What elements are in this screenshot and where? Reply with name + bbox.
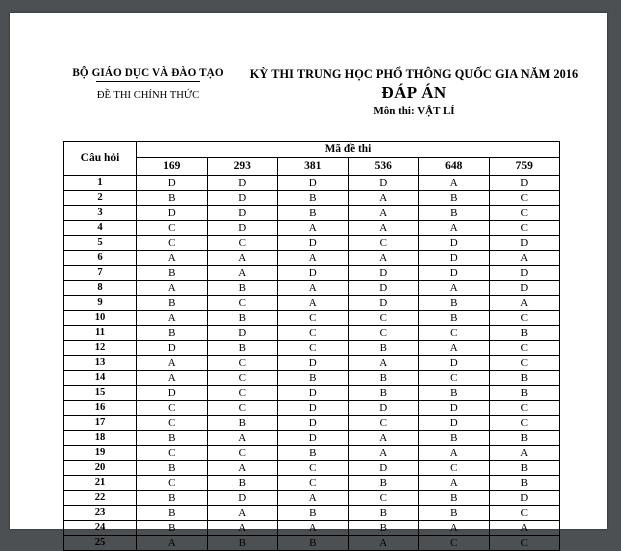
- answer-cell: D: [489, 266, 560, 281]
- answer-cell: C: [207, 296, 278, 311]
- answer-cell: C: [348, 491, 419, 506]
- table-row: [64, 266, 560, 281]
- answer-cell: B: [489, 371, 560, 386]
- answer-cell: D: [419, 236, 490, 251]
- answer-cell: C: [348, 311, 419, 326]
- answer-cell: D: [348, 176, 419, 191]
- answer-cell: A: [348, 206, 419, 221]
- question-number: 21: [64, 476, 137, 491]
- answer-cell: A: [419, 476, 490, 491]
- table-row: [64, 476, 560, 491]
- answer-cell: C: [207, 401, 278, 416]
- question-number: 14: [64, 371, 137, 386]
- answer-cell: A: [207, 251, 278, 266]
- answer-cell: C: [278, 311, 349, 326]
- answer-cell: C: [489, 356, 560, 371]
- answer-cell: B: [348, 371, 419, 386]
- answer-cell: B: [207, 476, 278, 491]
- answer-cell: A: [348, 221, 419, 236]
- answer-cell: A: [207, 431, 278, 446]
- answer-cell: D: [137, 386, 208, 401]
- column-header-exam-code: 293: [207, 158, 278, 176]
- table-header-row-codes: [64, 158, 560, 176]
- official-exam-label: ĐỀ THI CHÍNH THỨC: [96, 90, 200, 101]
- answer-cell: C: [348, 416, 419, 431]
- answer-cell: B: [137, 191, 208, 206]
- table-row: [64, 296, 560, 311]
- question-number: 3: [64, 206, 137, 221]
- answer-cell: B: [489, 461, 560, 476]
- answer-cell: C: [207, 236, 278, 251]
- answer-cell: C: [489, 221, 560, 236]
- question-number: 15: [64, 386, 137, 401]
- table-row: [64, 251, 560, 266]
- answer-cell: D: [278, 431, 349, 446]
- answer-cell: C: [207, 386, 278, 401]
- answer-cell: A: [348, 356, 419, 371]
- answer-cell: A: [348, 536, 419, 551]
- column-header-exam-code: 381: [278, 158, 349, 176]
- answer-cell: C: [489, 191, 560, 206]
- table-row: [64, 371, 560, 386]
- column-header-exam-code: 169: [137, 158, 208, 176]
- answer-cell: A: [489, 251, 560, 266]
- question-number: 5: [64, 236, 137, 251]
- answer-cell: B: [489, 476, 560, 491]
- answer-cell: C: [348, 236, 419, 251]
- answer-cell: A: [137, 281, 208, 296]
- table-row: [64, 176, 560, 191]
- answer-cell: B: [489, 386, 560, 401]
- answer-cell: B: [419, 431, 490, 446]
- answer-cell: A: [137, 251, 208, 266]
- answer-cell: D: [137, 176, 208, 191]
- answer-cell: B: [489, 431, 560, 446]
- answer-cell: A: [348, 431, 419, 446]
- table-row: [64, 416, 560, 431]
- answer-cell: C: [137, 476, 208, 491]
- answer-cell: B: [348, 506, 419, 521]
- table-body: [64, 176, 560, 551]
- answer-cell: C: [137, 236, 208, 251]
- question-number: 25: [64, 536, 137, 551]
- answer-cell: C: [137, 446, 208, 461]
- question-number: 12: [64, 341, 137, 356]
- exam-title: KỲ THI TRUNG HỌC PHỔ THÔNG QUỐC GIA NĂM 2016: [249, 67, 579, 81]
- answer-cell: D: [348, 296, 419, 311]
- answer-cell: D: [207, 191, 278, 206]
- table-row: [64, 461, 560, 476]
- answer-cell: D: [207, 326, 278, 341]
- answer-cell: A: [489, 446, 560, 461]
- answer-cell: C: [489, 401, 560, 416]
- answer-cell: C: [489, 206, 560, 221]
- answer-cell: B: [278, 536, 349, 551]
- table-row: [64, 311, 560, 326]
- answer-cell: B: [207, 341, 278, 356]
- answer-cell: B: [137, 296, 208, 311]
- answer-cell: A: [207, 266, 278, 281]
- table-row: [64, 221, 560, 236]
- subject-label: Môn thi: VẬT LÍ: [373, 105, 455, 117]
- answer-cell: B: [207, 416, 278, 431]
- answer-cell: A: [278, 521, 349, 536]
- answer-cell: A: [278, 251, 349, 266]
- answer-cell: B: [278, 206, 349, 221]
- answer-cell: A: [419, 341, 490, 356]
- table-row: [64, 431, 560, 446]
- answer-cell: C: [419, 536, 490, 551]
- answer-cell: D: [278, 236, 349, 251]
- answer-cell: A: [207, 506, 278, 521]
- column-header-exam-code: 759: [489, 158, 560, 176]
- answer-cell: A: [137, 311, 208, 326]
- answer-cell: B: [137, 431, 208, 446]
- question-number: 10: [64, 311, 137, 326]
- answer-cell: B: [207, 311, 278, 326]
- question-number: 4: [64, 221, 137, 236]
- answer-cell: A: [419, 176, 490, 191]
- answer-cell: D: [278, 356, 349, 371]
- question-number: 19: [64, 446, 137, 461]
- answer-cell: B: [348, 341, 419, 356]
- answer-cell: A: [207, 521, 278, 536]
- column-header-exam-code: 536: [348, 158, 419, 176]
- table-row: [64, 356, 560, 371]
- answer-cell: A: [419, 521, 490, 536]
- table-row: [64, 206, 560, 221]
- question-number: 2: [64, 191, 137, 206]
- answer-cell: A: [278, 491, 349, 506]
- answer-cell: C: [207, 371, 278, 386]
- answer-cell: C: [278, 341, 349, 356]
- answer-cell: A: [137, 371, 208, 386]
- answer-cell: B: [419, 191, 490, 206]
- ministry-underline: [96, 81, 200, 82]
- column-header-exam-code-group: Mã đề thi: [137, 142, 560, 158]
- answer-cell: D: [137, 206, 208, 221]
- answer-cell: B: [137, 326, 208, 341]
- question-number: 6: [64, 251, 137, 266]
- answer-cell: A: [419, 281, 490, 296]
- answer-cell: A: [278, 221, 349, 236]
- answer-cell: B: [207, 281, 278, 296]
- answer-cell: C: [489, 506, 560, 521]
- answer-cell: B: [137, 266, 208, 281]
- answer-cell: D: [278, 416, 349, 431]
- answer-cell: C: [419, 326, 490, 341]
- answer-cell: B: [419, 506, 490, 521]
- answer-key-table: [63, 141, 560, 551]
- table-row: [64, 401, 560, 416]
- question-number: 20: [64, 461, 137, 476]
- answer-cell: D: [419, 401, 490, 416]
- question-number: 22: [64, 491, 137, 506]
- table-row: [64, 191, 560, 206]
- answer-cell: C: [278, 461, 349, 476]
- question-number: 23: [64, 506, 137, 521]
- answer-cell: C: [489, 536, 560, 551]
- answer-cell: B: [278, 446, 349, 461]
- answer-cell: C: [278, 326, 349, 341]
- answer-cell: B: [137, 521, 208, 536]
- document-page: [10, 13, 607, 549]
- answer-cell: B: [348, 386, 419, 401]
- answer-cell: C: [489, 416, 560, 431]
- table-row: [64, 506, 560, 521]
- answer-cell: D: [489, 176, 560, 191]
- answer-cell: D: [348, 401, 419, 416]
- answer-cell: D: [278, 401, 349, 416]
- answer-cell: D: [419, 266, 490, 281]
- answer-cell: B: [278, 191, 349, 206]
- table-header-row-group: [64, 142, 560, 158]
- answer-cell: C: [489, 311, 560, 326]
- answer-cell: D: [348, 461, 419, 476]
- table-row: [64, 491, 560, 506]
- answer-cell: C: [278, 476, 349, 491]
- question-number: 13: [64, 356, 137, 371]
- answer-cell: A: [419, 221, 490, 236]
- answer-cell: B: [278, 371, 349, 386]
- answer-cell: A: [489, 521, 560, 536]
- answer-cell: B: [137, 506, 208, 521]
- answer-cell: D: [207, 206, 278, 221]
- answer-cell: D: [419, 251, 490, 266]
- answer-cell: D: [207, 221, 278, 236]
- answer-cell: D: [348, 266, 419, 281]
- answer-cell: B: [348, 521, 419, 536]
- question-number: 16: [64, 401, 137, 416]
- question-number: 1: [64, 176, 137, 191]
- answer-key-title: ĐÁP ÁN: [381, 83, 447, 102]
- answer-cell: B: [419, 311, 490, 326]
- answer-cell: A: [348, 191, 419, 206]
- answer-cell: A: [348, 251, 419, 266]
- answer-cell: D: [489, 236, 560, 251]
- answer-cell: A: [348, 446, 419, 461]
- question-number: 8: [64, 281, 137, 296]
- answer-cell: C: [348, 326, 419, 341]
- answer-cell: D: [278, 386, 349, 401]
- answer-cell: B: [278, 506, 349, 521]
- answer-cell: D: [207, 491, 278, 506]
- answer-cell: D: [207, 176, 278, 191]
- answer-cell: C: [207, 356, 278, 371]
- column-header-question: Câu hỏi: [64, 142, 137, 176]
- answer-cell: B: [419, 386, 490, 401]
- answer-cell: A: [207, 461, 278, 476]
- answer-cell: B: [207, 536, 278, 551]
- table-row: [64, 521, 560, 536]
- answer-cell: D: [489, 281, 560, 296]
- answer-cell: C: [207, 446, 278, 461]
- answer-cell: A: [137, 356, 208, 371]
- answer-cell: D: [137, 341, 208, 356]
- question-number: 24: [64, 521, 137, 536]
- column-header-exam-code: 648: [419, 158, 490, 176]
- ministry-name: BỘ GIÁO DỤC VÀ ĐÀO TẠO: [72, 67, 224, 79]
- answer-cell: C: [419, 461, 490, 476]
- answer-cell: A: [419, 446, 490, 461]
- answer-cell: C: [489, 341, 560, 356]
- answer-cell: C: [137, 401, 208, 416]
- answer-cell: B: [419, 491, 490, 506]
- ministry-block: [48, 67, 248, 101]
- answer-cell: A: [278, 281, 349, 296]
- answer-cell: D: [348, 281, 419, 296]
- question-number: 17: [64, 416, 137, 431]
- answer-cell: D: [278, 266, 349, 281]
- table-row: [64, 281, 560, 296]
- answer-cell: B: [137, 491, 208, 506]
- table-row: [64, 236, 560, 251]
- answer-cell: B: [137, 461, 208, 476]
- answer-cell: D: [489, 491, 560, 506]
- answer-cell: A: [489, 296, 560, 311]
- document-header: [10, 13, 607, 135]
- question-number: 7: [64, 266, 137, 281]
- table-row: [64, 446, 560, 461]
- answer-cell: D: [419, 356, 490, 371]
- answer-cell: C: [137, 416, 208, 431]
- question-number: 18: [64, 431, 137, 446]
- exam-title-block: [238, 67, 590, 117]
- answer-cell: D: [278, 176, 349, 191]
- answer-cell: C: [137, 221, 208, 236]
- table-row: [64, 341, 560, 356]
- answer-cell: B: [489, 326, 560, 341]
- question-number: 9: [64, 296, 137, 311]
- table-header: [64, 142, 560, 176]
- table-row: [64, 386, 560, 401]
- table-row: [64, 536, 560, 551]
- answer-cell: B: [419, 296, 490, 311]
- answer-cell: A: [278, 296, 349, 311]
- table-row: [64, 326, 560, 341]
- answer-cell: C: [419, 371, 490, 386]
- answer-cell: D: [419, 416, 490, 431]
- answer-cell: A: [137, 536, 208, 551]
- answer-cell: B: [348, 476, 419, 491]
- question-number: 11: [64, 326, 137, 341]
- answer-cell: B: [419, 206, 490, 221]
